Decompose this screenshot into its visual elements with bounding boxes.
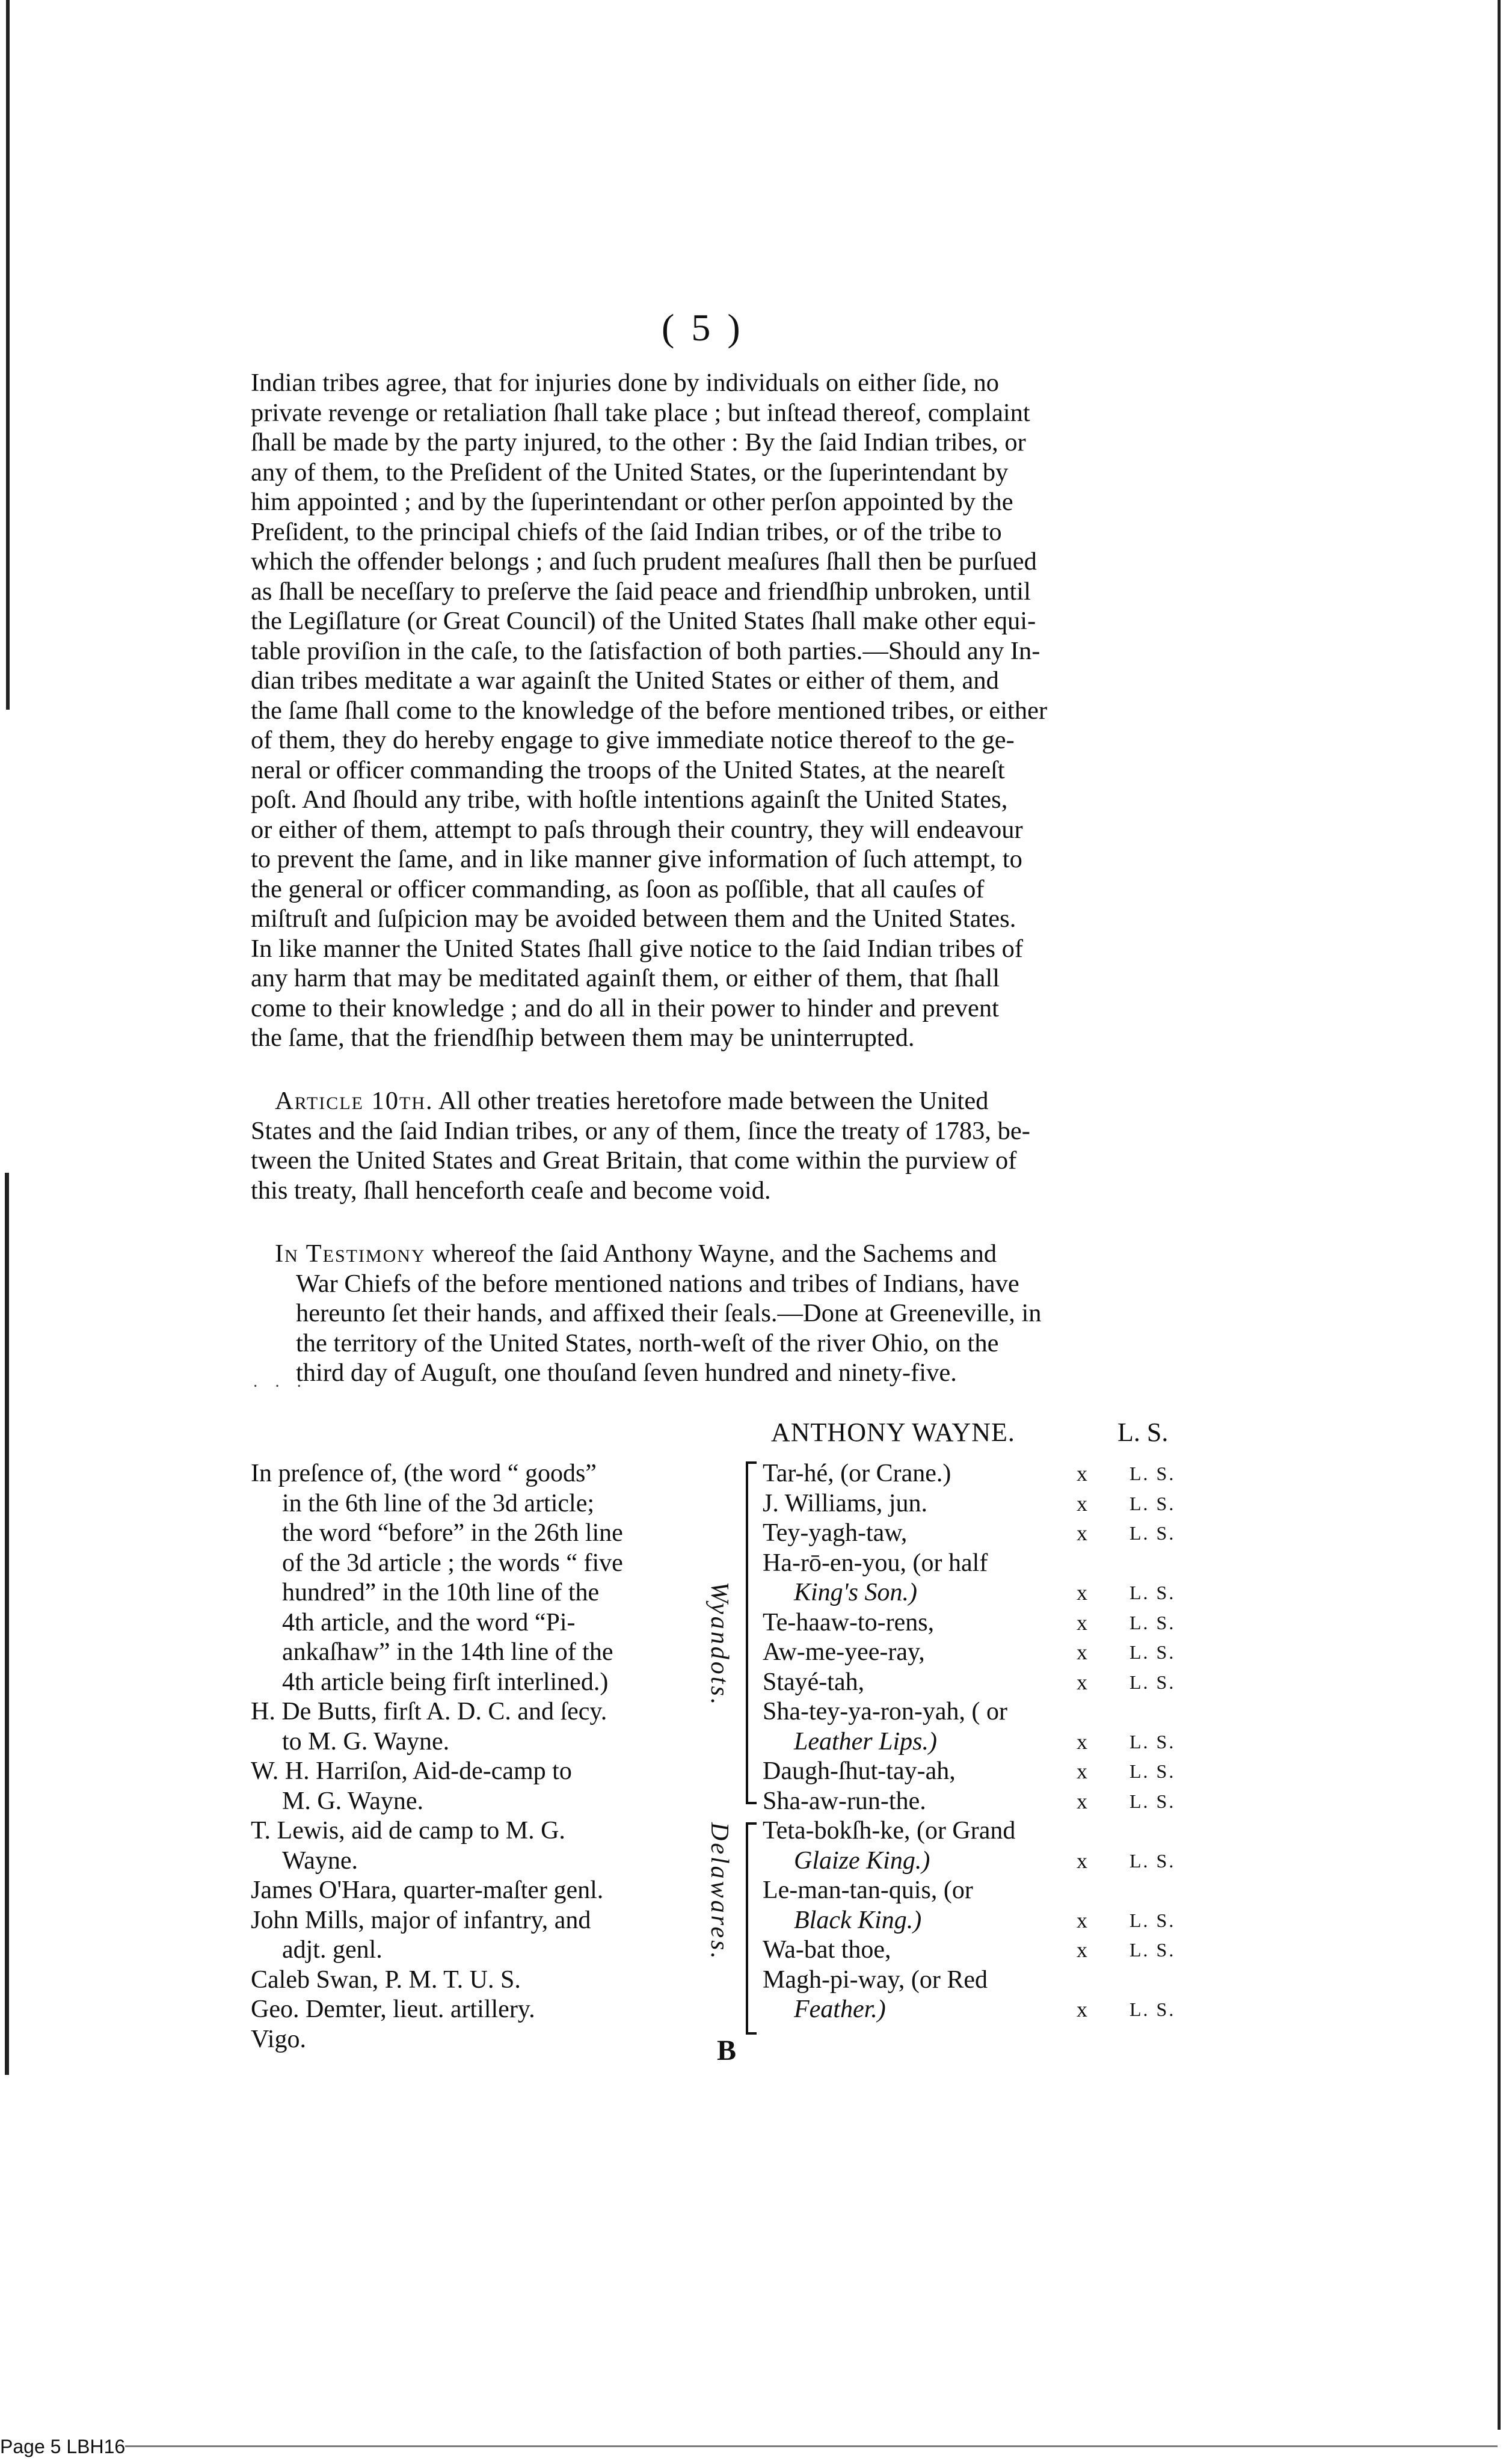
- tribe-label-delawares: Delawares.: [705, 1822, 733, 1961]
- witness-line: hundred” in the 10th line of the: [282, 1579, 600, 1606]
- text-line: hereunto ſet their hands, and affixed their ſeals.—Done at Greeneville, in: [296, 1299, 1042, 1327]
- article-10: [251, 1086, 1220, 1205]
- text-line: the ſame ſhall come to the knowledge of the before mentioned tribes, or either: [251, 696, 1048, 725]
- signature-mark: x: [1077, 1610, 1087, 1635]
- witness-line: T. Lewis, aid de camp to M. G.: [251, 1817, 565, 1845]
- text-line: him appointed ; and by the ſuperintendant or other perſon appointed by the: [251, 488, 1013, 516]
- text-line: neral or officer commanding the troops of the United States, at the neareſt: [251, 755, 1005, 784]
- text-line: or either of them, attempt to paſs through their country, they will endeavour: [251, 815, 1023, 844]
- scan-edge-bottom: [72, 2445, 1498, 2447]
- text-line: to prevent the ſame, and in like manner give information of ſuch attempt, to: [251, 845, 1022, 873]
- signature-mark: x: [1077, 1729, 1087, 1754]
- seal-mark: L. S.: [1129, 1522, 1176, 1544]
- chief-name: Black King.): [794, 1906, 922, 1934]
- signature-mark: [1077, 1816, 1087, 1846]
- text-line: any of them, to the Preſident of the United States, or the ſuperintendant by: [251, 458, 1009, 487]
- signature-mark: x: [1077, 1908, 1087, 1932]
- text-line: tween the United States and Great Britain, that come within the purview of: [251, 1146, 1017, 1175]
- testimony-heading: In Testimony: [275, 1240, 426, 1268]
- text-line: In like manner the United States ſhall give notice to the ſaid Indian tribes of: [251, 934, 1024, 963]
- seal-mark: [1129, 1549, 1175, 1579]
- witness-line: of the 3d article ; the words “ five: [282, 1549, 623, 1577]
- chief-name: Stayé-tah,: [763, 1668, 865, 1696]
- page-number: ( 5 ): [662, 306, 744, 349]
- seal-header: L. S.: [1117, 1418, 1169, 1447]
- witness-line: in the 6th line of the 3d article;: [282, 1489, 595, 1517]
- scan-edge-left-bottom: [5, 1173, 9, 2075]
- seal-mark: L. S.: [1129, 1492, 1176, 1514]
- text-line: of them, they do hereby engage to give immediate notice thereof to the ge-: [251, 726, 1015, 754]
- text-line: any harm that may be meditated againſt them, or either of them, that ſhall: [251, 964, 1000, 992]
- witness-line: Vigo.: [251, 2025, 306, 2053]
- chief-name: J. Williams, jun.: [763, 1489, 928, 1517]
- seal-mark: L. S.: [1129, 1909, 1176, 1931]
- delaware-marks: [1077, 1816, 1087, 2025]
- scan-specks: · · ·: [253, 1377, 308, 1396]
- chief-name: Aw-me-yee-ray,: [763, 1638, 925, 1666]
- witness-line: W. H. Harriſon, Aid-de-camp to: [251, 1757, 572, 1785]
- seal-mark: [1129, 1965, 1175, 1996]
- delaware-seals: [1129, 1816, 1175, 2025]
- witness-line: Caleb Swan, P. M. T. U. S.: [251, 1965, 521, 1994]
- text-line: third day of Auguſt, one thouſand ſeven hundred and ninety-five.: [296, 1359, 957, 1387]
- seal-mark: L. S.: [1129, 1671, 1176, 1693]
- text-line: the territory of the United States, north-weſt of the river Ohio, on the: [296, 1329, 999, 1357]
- seal-mark: L. S.: [1129, 1582, 1176, 1603]
- seal-mark: L. S.: [1129, 1999, 1176, 2020]
- tribe-label-wyandots: Wyandots.: [705, 1582, 733, 1707]
- scan-edge-left-top: [6, 0, 10, 710]
- signature-mark: x: [1077, 1461, 1087, 1486]
- brace-delawares: [746, 1822, 757, 2035]
- text-line: whereof the ſaid Anthony Wayne, and the Sachems and: [432, 1240, 997, 1268]
- witness-line: adjt. genl.: [282, 1936, 383, 1964]
- text-line: the general or officer commanding, as ſoon as poſſible, that all cauſes of: [251, 874, 985, 903]
- witness-line: In preſence of, (the word “ goods”: [251, 1460, 597, 1487]
- seal-mark: L. S.: [1129, 1463, 1176, 1484]
- signature-mark: x: [1077, 1997, 1087, 2021]
- signature-mark: x: [1077, 1938, 1087, 1962]
- signature-mark: x: [1077, 1670, 1087, 1694]
- seal-mark: L. S.: [1129, 1939, 1176, 1961]
- signature-mark: x: [1077, 1521, 1087, 1545]
- witness-line: Geo. Demter, lieut. artillery.: [251, 1996, 535, 2023]
- signature-mark: x: [1077, 1491, 1087, 1516]
- seal-mark: L. S.: [1129, 1760, 1176, 1782]
- text-line: Preſident, to the principal chiefs of the ſaid Indian tribes, or of the tribe to: [251, 517, 1002, 546]
- chief-name: Wa-bat thoe,: [763, 1936, 891, 1964]
- seal-mark: L. S.: [1129, 1849, 1176, 1872]
- article-10-heading: Article 10th.: [275, 1087, 434, 1115]
- chief-name: King's Son.): [794, 1579, 917, 1606]
- text-line: War Chiefs of the before mentioned nations and tribes of Indians, have: [296, 1269, 1019, 1298]
- witness-line: ankaſhaw” in the 14th line of the: [282, 1638, 613, 1666]
- chief-name: Glaize King.): [794, 1846, 930, 1875]
- signature-mark: [1077, 1549, 1087, 1579]
- chief-name: Feather.): [794, 1996, 886, 2023]
- wyandot-signatures: [763, 1459, 1007, 1816]
- witness-line: 4th article being firſt interlined.): [282, 1668, 609, 1696]
- printer-signature-mark: B: [717, 2035, 737, 2066]
- signature-mark: x: [1077, 1759, 1087, 1783]
- text-line: the ſame, that the friendſhip between them may be uninterrupted.: [251, 1024, 915, 1052]
- signature-mark: [1077, 1965, 1087, 1996]
- signature-mark: x: [1077, 1581, 1087, 1605]
- chief-name: Sha-tey-ya-ron-yah, ( or: [763, 1698, 1007, 1725]
- witness-line: Wayne.: [282, 1846, 358, 1875]
- text-line: dian tribes meditate a war againſt the United States or either of them, and: [251, 666, 999, 695]
- chief-name: Te-haaw-to-rens,: [763, 1608, 935, 1636]
- wyandot-seals: [1129, 1459, 1175, 1816]
- article-9-continuation: [251, 368, 1220, 1053]
- seal-mark: L. S.: [1129, 1790, 1176, 1812]
- page-footer-label: Page 5 LBH16: [0, 2436, 126, 2457]
- witness-list: [251, 1459, 717, 2054]
- text-line: the Legiſlature (or Great Council) of the United States ſhall make other equi-: [251, 607, 1036, 635]
- text-line: States and the ſaid Indian tribes, or any of them, ſince the treaty of 1783, be-: [251, 1116, 1030, 1145]
- signature-mark: x: [1077, 1640, 1087, 1664]
- seal-mark: [1129, 1697, 1175, 1727]
- chief-name: Teta-bokſh-ke, (or Grand: [763, 1817, 1016, 1845]
- chief-name: Daugh-ſhut-tay-ah,: [763, 1757, 956, 1785]
- chief-name: Magh-pi-way, (or Red: [763, 1965, 988, 1994]
- text-line: this treaty, ſhall henceforth ceaſe and become void.: [251, 1176, 771, 1205]
- signature-mark: x: [1077, 1848, 1087, 1873]
- seal-mark: L. S.: [1129, 1641, 1176, 1663]
- text-line: which the offender belongs ; and ſuch prudent meaſures ſhall then be purſued: [251, 547, 1037, 576]
- wyandot-marks: [1077, 1459, 1087, 1816]
- text-line: as ſhall be neceſſary to preſerve the ſaid peace and friendſhip unbroken, until: [251, 577, 1031, 606]
- chief-name: Tey-yagh-taw,: [763, 1519, 908, 1547]
- text-line: Indian tribes agree, that for injuries done by individuals on either ſide, no: [251, 369, 999, 397]
- witness-line: the word “before” in the 26th line: [282, 1519, 623, 1547]
- signature-mark: x: [1077, 1789, 1087, 1813]
- signature-mark: [1077, 1697, 1087, 1727]
- scan-edge-right: [1498, 0, 1501, 2430]
- chief-name: Le-man-tan-quis, (or: [763, 1876, 973, 1904]
- delaware-signatures: [763, 1816, 1015, 2025]
- text-line: poſt. And ſhould any tribe, with hoſtle intentions againſt the United States,: [251, 785, 1008, 814]
- witness-line: John Mills, major of infantry, and: [251, 1906, 591, 1934]
- text-line: All other treaties heretofore made between the United: [438, 1087, 989, 1115]
- chief-name: Leather Lips.): [794, 1727, 938, 1756]
- witness-line: H. De Butts, firſt A. D. C. and ſecy.: [251, 1698, 607, 1725]
- text-line: come to their knowledge ; and do all in their power to hinder and prevent: [251, 994, 999, 1022]
- witness-line: 4th article, and the word “Pi-: [282, 1608, 576, 1636]
- chief-name: Ha-rō-en-you, (or half: [763, 1549, 988, 1577]
- text-line: table proviſion in the caſe, to the ſatisfaction of both parties.—Should any In-: [251, 636, 1040, 665]
- signature-mark: [1077, 1876, 1087, 1906]
- text-line: private revenge or retaliation ſhall take place ; but inſtead thereof, complaint: [251, 398, 1030, 427]
- seal-mark: [1129, 1816, 1175, 1846]
- chief-name: Sha-aw-run-the.: [763, 1787, 926, 1815]
- text-line: miſtruſt and ſuſpicion may be avoided between them and the United States.: [251, 905, 1016, 933]
- seal-mark: L. S.: [1129, 1611, 1176, 1633]
- brace-wyandots: [746, 1461, 757, 1804]
- text-line: ſhall be made by the party injured, to the other : By the ſaid Indian tribes, or: [251, 428, 1026, 456]
- signer-name: ANTHONY WAYNE.: [771, 1418, 1015, 1447]
- seal-mark: L. S.: [1129, 1730, 1176, 1753]
- testimony: [251, 1239, 1220, 1388]
- chief-name: Tar-hé, (or Crane.): [763, 1460, 951, 1487]
- witness-line: M. G. Wayne.: [282, 1787, 423, 1815]
- witness-line: to M. G. Wayne.: [282, 1727, 450, 1756]
- witness-line: James O'Hara, quarter-maſter genl.: [251, 1876, 604, 1904]
- seal-mark: [1129, 1876, 1175, 1906]
